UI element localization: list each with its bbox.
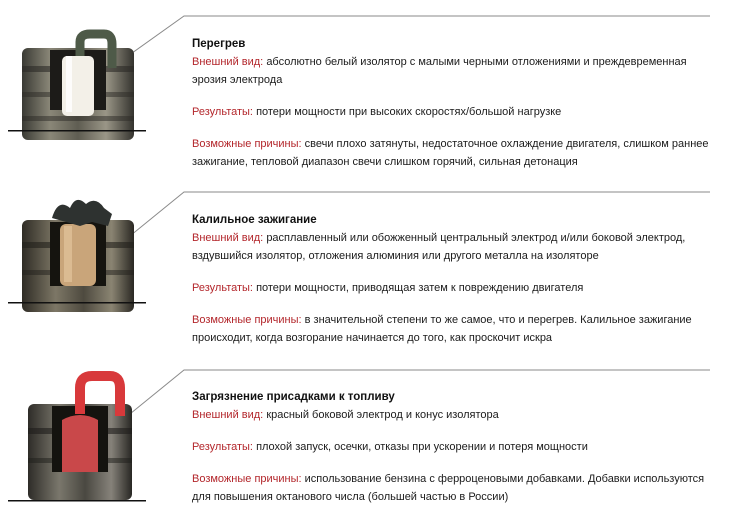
defect-entry-additive-fouling	[0, 346, 730, 518]
results-text: потери мощности при высоких скоростях/большой нагрузке	[256, 106, 562, 118]
results-line	[192, 279, 714, 297]
causes-text: использование бензина с ферроценовыми добавками. Добавки используются для повышения октанового числа (большей частью в России)	[192, 473, 705, 503]
spark-plug-additive-image	[0, 354, 150, 512]
causes-line	[192, 311, 714, 347]
entry-text	[192, 35, 714, 171]
appearance-text: расплавленный или обожженный центральный электрод и/или боковой электрод, вздувшийся изолятор, отложения алюминия или другого металла на изоляторе	[192, 232, 686, 262]
appearance-line	[192, 229, 714, 265]
results-line	[192, 438, 714, 456]
results-label: Результаты:	[192, 282, 253, 294]
spark-plug-preignition-image	[0, 192, 150, 332]
appearance-line	[192, 53, 714, 89]
entry-title: Калильное зажигание	[192, 214, 317, 226]
causes-text: свечи плохо затянуты, недостаточное охлаждение двигателя, слишком раннее зажигание, тепловой диапазон свечи слишком горячий, сильная детонация	[192, 138, 709, 168]
causes-label: Возможные причины:	[192, 314, 302, 326]
entry-text	[192, 211, 714, 347]
results-text: плохой запуск, осечки, отказы при ускорении и потеря мощности	[256, 441, 588, 453]
causes-line	[192, 470, 714, 506]
appearance-line	[192, 406, 714, 424]
appearance-text: абсолютно белый изолятор с малыми черными отложениями и преждевременная эрозия электрода	[192, 56, 687, 86]
results-label: Результаты:	[192, 441, 253, 453]
appearance-label: Внешний вид:	[192, 232, 264, 244]
spark-plug-overheating-image	[0, 20, 150, 160]
results-line	[192, 103, 714, 121]
causes-label: Возможные причины:	[192, 138, 302, 150]
results-label: Результаты:	[192, 106, 253, 118]
causes-text: в значительной степени то же самое, что и перегрев. Калильное зажигание происходит, когда возгорание начинается до того, как проскочит искра	[192, 314, 692, 344]
appearance-text: красный боковой электрод и конус изолятора	[266, 409, 499, 421]
entry-title: Перегрев	[192, 38, 246, 50]
appearance-label: Внешний вид:	[192, 409, 264, 421]
causes-label: Возможные причины:	[192, 473, 302, 485]
results-text: потери мощности, приводящая затем к повреждению двигателя	[256, 282, 584, 294]
entry-title: Загрязнение присадками к топливу	[192, 391, 395, 403]
defect-entry-preignition	[0, 172, 730, 344]
appearance-label: Внешний вид:	[192, 56, 264, 68]
entry-text	[192, 388, 714, 506]
defect-entry-overheating	[0, 0, 730, 172]
causes-line	[192, 135, 714, 171]
